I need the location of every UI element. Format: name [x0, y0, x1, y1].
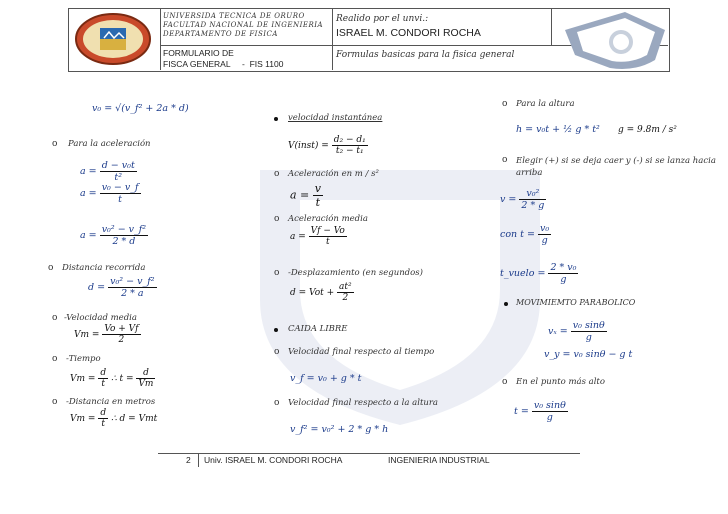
formula-den: t₂ − t₁: [335, 146, 364, 156]
bullet: o: [274, 268, 280, 278]
g-value: g = 9.8m / s²: [618, 125, 677, 135]
bullet: [504, 302, 508, 306]
accel-unit-label: Aceleración en m / s²: [288, 169, 379, 179]
formula-num: 2 * v₀: [550, 262, 577, 273]
formula-lhs: a =: [290, 188, 310, 202]
formula-num: at²: [339, 282, 352, 292]
bullet: o: [274, 214, 280, 224]
formula-den: 2: [342, 293, 349, 303]
distance-label: Distancia recorrida: [62, 263, 146, 273]
vy-formula: v_y = v₀ sinθ − g t: [544, 349, 633, 360]
header-divider: [332, 8, 333, 70]
header-author: ISRAEL M. CONDORI ROCHA: [336, 27, 481, 39]
formula-num: v: [314, 182, 321, 195]
bullet: o: [52, 139, 58, 149]
vf-tiempo-label: Velocidad final respecto al tiempo: [288, 347, 435, 357]
formula-den: t: [315, 196, 321, 209]
formula-den: g: [546, 412, 553, 423]
header-divider: [551, 8, 552, 45]
distance-m-label: -Distancia en metros: [66, 397, 156, 407]
formula-num: Vo + Vf: [104, 324, 139, 334]
formula-lhs: Vm =: [70, 374, 96, 384]
bullet: o: [52, 354, 58, 364]
formula-den: g: [585, 332, 592, 343]
formula-lhs: Vm =: [74, 330, 100, 340]
formula-num: v₀² − v_f²: [101, 224, 147, 235]
formula-num: v₀ − v_f: [101, 182, 139, 193]
formula-num: v₀ sinθ: [533, 400, 566, 411]
altura-label: Para la altura: [516, 99, 575, 109]
formula-den: t²: [114, 172, 123, 183]
formula-lhs: a =: [80, 188, 97, 199]
vf-altura-label: Velocidad final respecto a la altura: [288, 398, 438, 408]
accel-media-label: Aceleración media: [288, 214, 368, 224]
parabolico-label: MOVIMIEMTO PARABOLICO: [516, 298, 636, 307]
vo-formula: v₀ = √(v_f² + 2a * d): [92, 103, 189, 114]
formula-den: t: [101, 419, 105, 429]
faculty-name: FACULTAD NACIONAL DE INGENIERIA: [163, 21, 324, 29]
bullet: o: [274, 347, 280, 357]
formula-lhs: Vm =: [70, 414, 96, 424]
form-title-line2: FISCA GENERAL - FIS 1100: [163, 59, 284, 69]
formula-num: Vf − Vo: [310, 226, 345, 236]
footer-divider: [198, 453, 199, 467]
footer-rule: [158, 453, 580, 454]
formula-lhs: t_vuelo =: [500, 268, 546, 279]
formula-den: t: [118, 194, 122, 205]
formula-num: v₀: [540, 223, 550, 234]
formula-den: t: [101, 379, 105, 389]
formula-den: 2 * d: [112, 236, 136, 247]
altura-formula: h = v₀t + ½ g * t²: [516, 124, 600, 135]
formula-mid: ∴ t =: [110, 374, 134, 384]
bullet: o: [274, 169, 280, 179]
bullet: o: [48, 263, 54, 273]
formula-num: v₀ sinθ: [572, 320, 605, 331]
form-title-line1: FORMULARIO DE: [163, 48, 234, 58]
formula-num: d: [136, 368, 155, 379]
vf-tiempo-formula: v_f = v₀ + g * t: [290, 373, 362, 384]
bullet: o: [52, 313, 58, 323]
bullet: o: [52, 397, 58, 407]
formula-rest: ∴ d = Vmt: [110, 414, 158, 424]
header-divider: [160, 8, 161, 70]
elegir-label: Elegir (+) si se deja caer y (-) si se lanza hacia arriba: [516, 156, 716, 178]
formula-lhs: d = Vot +: [290, 288, 335, 298]
faculty-shield-logo: [555, 10, 670, 72]
desp-label: -Desplazamiento (en segundos): [288, 268, 423, 278]
realized-by-label: Realido por el unvi.:: [336, 14, 429, 24]
vinst-label: velocidad instantánea: [288, 113, 383, 123]
page-number: 2: [186, 455, 191, 465]
formula-lhs: a =: [80, 230, 97, 241]
formula-den: g: [541, 235, 548, 246]
bullet: [274, 117, 278, 121]
formula-num: v₀² − v_f²: [110, 276, 155, 287]
formula-lhs: V(inst) =: [288, 141, 329, 151]
formula-num: d: [100, 368, 107, 378]
formula-num: d₂ − d₁: [333, 135, 366, 145]
tiempo-label: -Tiempo: [66, 354, 101, 364]
footer-author: Univ. ISRAEL M. CONDORI ROCHA: [204, 455, 343, 465]
vf-altura-formula: v_f² = v₀² + 2 * g * h: [290, 424, 389, 435]
formula-den: 2 * g: [521, 200, 545, 211]
formula-den: 2 * a: [121, 288, 144, 299]
formula-lhs: v =: [500, 194, 517, 205]
formula-den: 2: [118, 335, 125, 345]
formula-lhs: a =: [290, 232, 306, 242]
formula-num: d − v₀t: [101, 160, 135, 171]
formula-lhs: con t =: [500, 229, 535, 240]
formula-num: v₀²: [519, 188, 546, 200]
university-name: UNIVERSIDA TECNICA DE ORURO: [163, 12, 305, 20]
university-seal-logo: [74, 12, 152, 66]
formula-num: d: [100, 408, 107, 418]
formula-den: Vm: [138, 379, 154, 389]
formula-lhs: a =: [80, 166, 97, 177]
bullet: o: [274, 398, 280, 408]
accel-label: Para la aceleración: [68, 139, 151, 149]
footer-career: INGENIERIA INDUSTRIAL: [388, 455, 490, 465]
formula-lhs: t =: [514, 406, 529, 417]
bullet: o: [502, 99, 508, 109]
department-name: DEPARTAMENTO DE FISICA: [163, 30, 278, 38]
caida-label: CAIDA LIBRE: [288, 324, 348, 334]
bullet: [274, 328, 278, 332]
bullet: o: [502, 377, 508, 387]
bullet: o: [502, 155, 508, 165]
header-subtitle: Formulas basicas para la fisica general: [336, 50, 515, 60]
formula-den: g: [560, 274, 567, 285]
formula-lhs: vₓ =: [548, 326, 568, 337]
formula-lhs: d =: [88, 282, 106, 293]
punto-label: En el punto más alto: [516, 377, 605, 387]
formula-den: t: [325, 237, 330, 247]
vmedia-label: -Velocidad media: [64, 313, 137, 323]
